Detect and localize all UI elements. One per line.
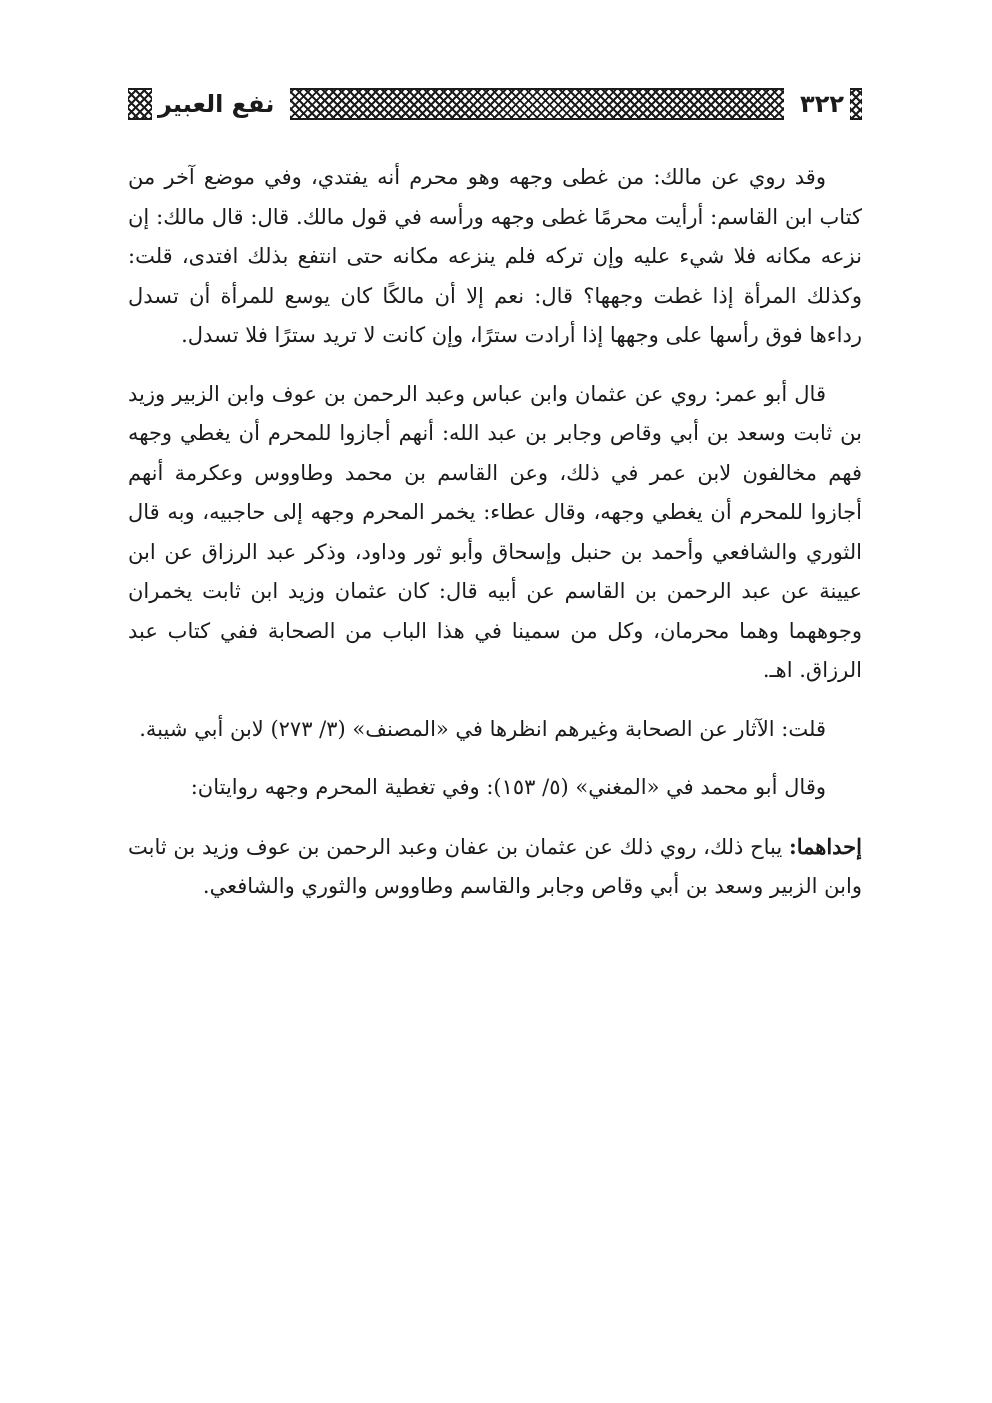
paragraph: وقال أبو محمد في «المغني» (٥/ ١٥٣): وفي تغطية المحرم وجهه روايتان: — [190, 775, 826, 799]
paragraph: قلت: الآثار عن الصحابة وغيرهم انظرها في «المصنف» (٣/ ٢٧٣) لابن أبي شيبة. — [139, 716, 826, 741]
body-text — [128, 158, 862, 926]
paragraph-text: يباح ذلك، روي ذلك عن عثمان بن عفان وعبد الرحمن بن عوف وزيد بن ثابت وابن الزبير وسعد بن أبي وقاص وجابر والقاسم وطاووس والثوري والشافعي. — [128, 834, 862, 898]
paragraph: وقد روي عن مالك: من غطى وجهه وهو محرم أنه يفتدي، وفي موضع آخر من كتاب ابن القاسم: أرأيت محرمًا غطى وجهه ورأسه في قول مالك. قال: قال مالك: إن نزعه مكانه فلا شيء عليه وإن تركه فلم ينزعه مكانه حتى انتفع بذلك افتدى، قلت: وكذلك المرأة إذا غطت وجهها؟ قال: نعم إلا أن مالكًا كان يوسع للمرأة أن تسدل رداءها فوق رأسها على وجهها إذا أرادت سترًا، وإن كانت لا تريد سترًا فلا تسدل. — [128, 165, 862, 347]
header-ornament-band — [290, 88, 784, 120]
page-header — [128, 84, 862, 124]
paragraph-label: إحداهما: — [788, 833, 862, 859]
paragraph — [128, 827, 862, 907]
book-title: نفع العبير — [158, 90, 275, 118]
page-number: ٣٢٢ — [800, 90, 844, 118]
header-ornament-left — [128, 88, 152, 120]
paragraph: قال أبو عمر: روي عن عثمان وابن عباس وعبد الرحمن بن عوف وابن الزبير وزيد بن ثابت وسعد بن أبي وقاص وجابر بن عبد الله: أنهم أجازوا للمحرم أن يغطي وجهه فهم مخالفون لابن عمر في ذلك، وعن القاسم بن محمد وطاووس وعكرمة أنهم أجازوا للمحرم أن يغطي وجهه، وقال عطاء: يخمر المحرم وجهه إلى حاجبيه، وبه قال الثوري والشافعي وأحمد بن حنبل وإسحاق وأبو ثور وداود، وذكر عبد الرزاق عن ابن عيينة عن عبد الرحمن بن القاسم عن أبيه قال: كان عثمان وزيد ابن ثابت يخمران وجوههما وهما محرمان، وكل من سمينا في هذا الباب من الصحابة ففي كتاب عبد الرزاق. اهـ. — [128, 381, 862, 682]
header-ornament-right — [850, 88, 862, 120]
